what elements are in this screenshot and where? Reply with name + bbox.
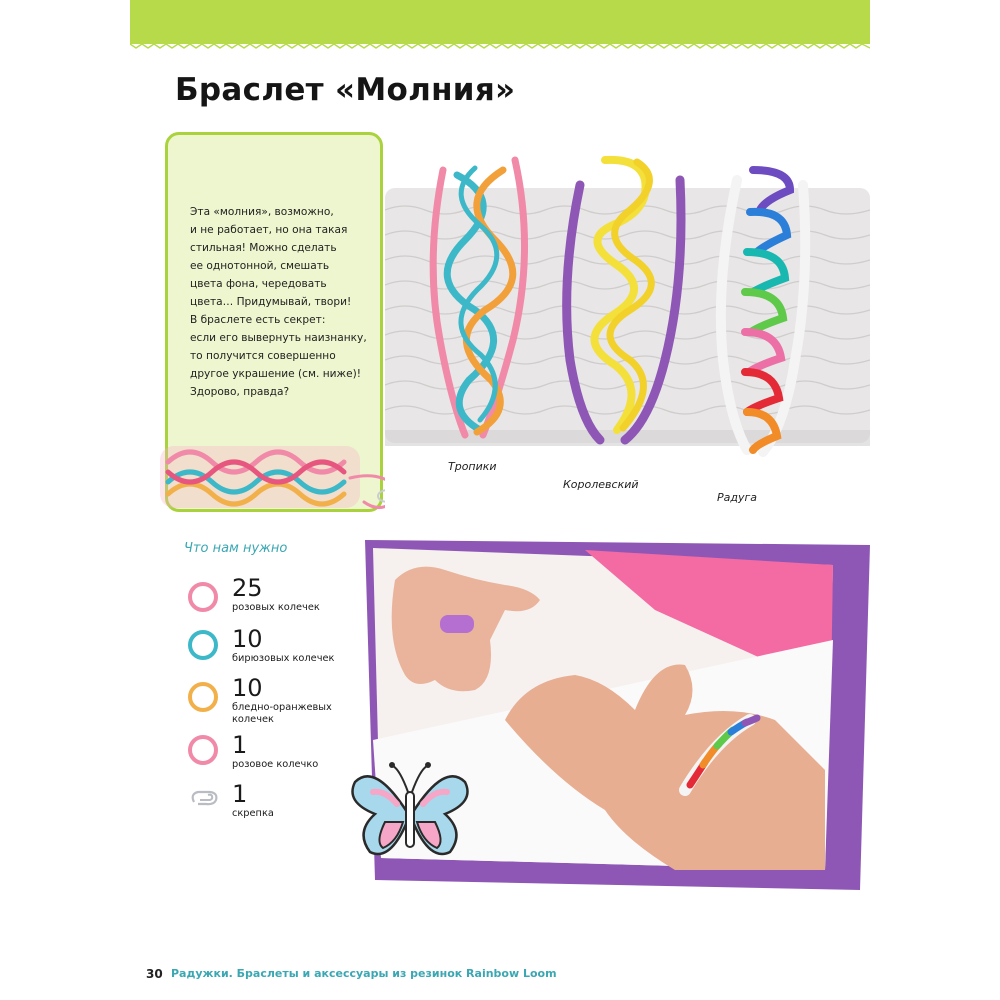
needs-desc: розовых колечек (232, 602, 320, 613)
intro-line: Эта «молния», возможно, (190, 206, 334, 218)
orange-ring-icon (188, 682, 218, 712)
intro-line: другое украшение (см. ниже)! (190, 368, 361, 380)
intro-line: ее однотонной, смешать (190, 260, 330, 272)
butterfly-icon (345, 752, 475, 872)
bracelets-photo (385, 140, 870, 515)
page-number: 30 (146, 967, 163, 981)
intro-line: и не работает, но она такая (190, 224, 348, 236)
intro-line: Здорово, правда? (190, 386, 290, 398)
intro-line: В браслете есть секрет: (190, 314, 326, 326)
needs-qty: 1 (232, 731, 248, 759)
intro-line: то получится совершенно (190, 350, 336, 362)
footer-title: Радужки. Браслеты и аксессуары из резинок Rainbow Loom (171, 967, 557, 980)
caption-rainbow: Радуга (717, 491, 758, 504)
needs-desc: колечек (232, 714, 274, 725)
needs-qty: 25 (232, 574, 263, 602)
caption-tropics: Тропики (448, 460, 497, 473)
needs-qty: 10 (232, 674, 263, 702)
needs-desc: бледно-оранжевых (232, 702, 332, 713)
needs-desc: бирюзовых колечек (232, 653, 335, 664)
header-bar (130, 0, 870, 44)
intro-line: цвета фона, чередовать (190, 278, 327, 290)
intro-line: если его вывернуть наизнанку, (190, 332, 367, 344)
caption-royal: Королевский (563, 478, 639, 491)
pink-ring-icon (188, 582, 218, 612)
turquoise-ring-icon (188, 630, 218, 660)
needs-qty: 1 (232, 780, 248, 808)
header-zigzag (130, 40, 870, 50)
paperclip-icon (188, 786, 220, 810)
inside-out-bracelet-image (150, 432, 420, 522)
intro-line: цвета… Придумывай, твори! (190, 296, 352, 308)
needs-desc: скрепка (232, 808, 274, 819)
intro-text (190, 203, 378, 401)
page-title: Браслет «Молния» (175, 72, 516, 108)
needs-desc: розовое колечко (232, 759, 319, 770)
needs-title: Что нам нужно (184, 541, 288, 556)
pink-ring-icon (188, 735, 218, 765)
needs-qty: 10 (232, 625, 263, 653)
intro-line: стильная! Можно сделать (190, 242, 337, 254)
